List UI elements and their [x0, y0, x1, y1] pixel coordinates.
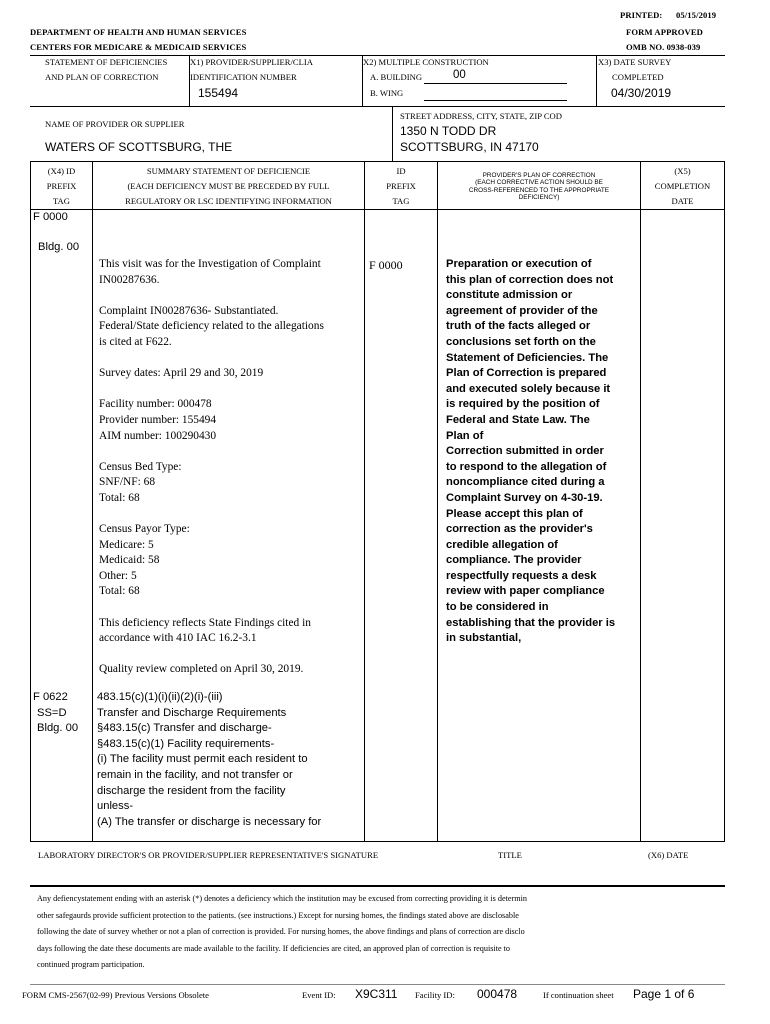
summary-header: SUMMARY STATEMENT OF DEFICIENCIE: [146, 166, 311, 176]
continuation-label: If continuation sheet: [543, 990, 614, 1000]
building-value: 00: [453, 69, 466, 81]
building-underline: [424, 83, 567, 84]
plan-label: AND PLAN OF CORRECTION: [45, 72, 159, 82]
wing-underline: [424, 100, 567, 101]
identification-label: IDENTIFICATION NUMBER: [190, 72, 297, 82]
poc-line: Plan of: [446, 429, 484, 442]
regulation-line: Transfer and Discharge Requirements: [97, 706, 287, 719]
regulation-line: discharge the resident from the facility: [97, 784, 286, 797]
id-header: ID: [396, 166, 406, 176]
rule: [30, 984, 725, 985]
prefix-tag: [33, 690, 78, 737]
provider-id-value: 155494: [198, 86, 239, 100]
summary-line: Facility number: 000478: [99, 398, 212, 411]
plan-of-correction: [446, 257, 638, 647]
summary-line: Survey dates: April 29 and 30, 2019: [99, 367, 264, 380]
summary-subheader: (EACH DEFICIENCY MUST BE PRECEDED BY FULL: [127, 181, 330, 191]
poc-line: Correction submitted in order: [446, 445, 604, 458]
regulation-line: (i) The facility must permit each resident to: [97, 753, 308, 766]
rule: [30, 161, 725, 162]
summary-line: accordance with 410 IAC 16.2-3.1: [99, 632, 257, 645]
department-name: DEPARTMENT OF HEALTH AND HUMAN SERVICES: [30, 27, 247, 37]
summary-line: Census Bed Type:: [99, 460, 182, 473]
id-prefix: PREFIX: [386, 181, 416, 191]
regulation-line: (A) The transfer or discharge is necessary for: [97, 815, 322, 828]
poc-line: Please accept this plan of: [446, 507, 583, 520]
summary-line: Medicare: 5: [99, 538, 154, 551]
summary-statement: [99, 257, 361, 678]
summary-line: SNF/NF: 68: [99, 476, 156, 489]
printed-date: 05/15/2019: [676, 10, 717, 20]
regulation-line: §483.15(c) Transfer and discharge-: [97, 722, 272, 735]
x2-label: X2) MULTIPLE CONSTRUCTION: [363, 57, 489, 67]
poc-line: noncompliance cited during a: [446, 476, 605, 489]
rule: [30, 885, 725, 887]
summary-line: This deficiency reflects State Findings cited in: [99, 616, 311, 629]
x6-date-label: (X6) DATE: [648, 850, 689, 860]
rule: [364, 161, 365, 841]
printed-label: PRINTED:: [620, 10, 663, 20]
rule: [30, 106, 725, 107]
summary-subheader: REGULATORY OR LSC IDENTIFYING INFORMATION: [125, 196, 332, 206]
agency-name: CENTERS FOR MEDICARE & MEDICAID SERVICES: [30, 42, 247, 52]
regulation-line: §483.15(c)(1) Facility requirements-: [97, 737, 275, 750]
x5-date: DATE: [671, 196, 694, 206]
rule: [392, 106, 393, 161]
poc-header-line: CROSS-REFERENCED TO THE APPROPRIATE: [468, 186, 610, 194]
poc-line: compliance. The provider: [446, 554, 582, 567]
rule: [640, 161, 641, 841]
poc-header-line: PROVIDER'S PLAN OF CORRECTION: [482, 172, 596, 179]
summary-line: Total: 68: [99, 491, 140, 504]
poc-line: constitute admission or: [446, 289, 573, 302]
disclaimer-line: other safegaurds provide sufficient protection to the patients. (see instructions.) Except for nursing homes, the findings stated above are disclosable: [37, 910, 519, 920]
wing-label: B. WING: [370, 88, 404, 98]
provider-name-value: WATERS OF SCOTTSBURG, THE: [45, 140, 233, 154]
prefix-tag-line: SS=D: [37, 706, 67, 719]
summary-line: Medicaid: 58: [99, 554, 160, 567]
rule: [92, 161, 93, 841]
poc-header-line: (EACH CORRECTIVE ACTION SHOULD BE: [475, 179, 603, 187]
summary-line: Quality review completed on April 30, 2019.: [99, 663, 304, 676]
building-tag: Bldg. 00: [38, 241, 80, 253]
rule: [30, 841, 725, 842]
summary-line: Federal/State deficiency related to the allegations: [99, 320, 324, 333]
prefix-tag-line: F 0622: [33, 691, 68, 703]
signature-label: LABORATORY DIRECTOR'S OR PROVIDER/SUPPLIER REPRESENTATIVE'S SIGNATURE: [38, 850, 379, 860]
x1-label: X1) PROVIDER/SUPPLIER/CLIA: [190, 57, 313, 67]
id-prefix-tag: F 0000: [369, 258, 403, 272]
summary-line: This visit was for the Investigation of Complaint: [99, 258, 321, 270]
x4-header: (X4) ID: [47, 166, 76, 176]
form-number: FORM CMS-2567(02-99) Previous Versions Obsolete: [22, 990, 209, 1000]
poc-line: and executed solely because it: [446, 382, 611, 395]
summary-line: IN00287636.: [99, 273, 160, 286]
poc-line: conclusions set forth on the: [446, 335, 596, 348]
regulation-line: 483.15(c)(1)(i)(ii)(2)(i)-(iii): [97, 691, 223, 703]
summary-line: Provider number: 155494: [99, 413, 217, 426]
omb-number: OMB NO. 0938-039: [626, 42, 701, 52]
disclaimer: [37, 891, 527, 974]
poc-header: [438, 172, 640, 202]
poc-line: this plan of correction does not: [446, 273, 614, 286]
rule: [724, 161, 725, 841]
summary-line: Complaint IN00287636- Substantiated.: [99, 304, 279, 317]
poc-line: is required by the position of: [446, 398, 600, 411]
poc-line: agreement of provider of the: [446, 304, 598, 317]
x4-tag: TAG: [53, 196, 70, 206]
statement-label: STATEMENT OF DEFICIENCIES: [45, 57, 168, 67]
poc-line: Federal and State Law. The: [446, 413, 590, 426]
poc-line: review with paper compliance: [446, 585, 605, 598]
street-value: 1350 N TODD DR: [400, 124, 497, 138]
poc-line: respectfully requests a desk: [446, 569, 597, 582]
event-id-value: X9C311: [355, 987, 398, 1001]
event-id-label: Event ID:: [302, 990, 336, 1000]
facility-id-value: 000478: [477, 987, 518, 1001]
disclaimer-line: Any defiencystatement ending with an asterisk (*) denotes a deficiency which the institution may be excused from correcting providing it is determin: [37, 894, 527, 903]
prefix-tag-line: Bldg. 00: [37, 722, 79, 735]
rule: [30, 209, 725, 210]
survey-date-value: 04/30/2019: [611, 86, 672, 100]
summary-line: Other: 5: [99, 569, 137, 582]
rule: [596, 55, 597, 106]
completed-label: COMPLETED: [612, 72, 664, 82]
poc-line: Preparation or execution of: [446, 258, 592, 270]
disclaimer-line: continued program participation.: [37, 960, 145, 970]
prefix-tag: F 0000: [33, 211, 68, 223]
poc-line: Plan of Correction is prepared: [446, 367, 607, 380]
regulation-line: unless-: [97, 800, 134, 813]
rule: [30, 55, 725, 56]
poc-line: correction as the provider's: [446, 523, 593, 536]
page-number: Page 1 of 6: [633, 987, 695, 1001]
poc-line: in substantial,: [446, 632, 522, 645]
city-value: SCOTTSBURG, IN 47170: [400, 140, 539, 154]
regulation-line: remain in the facility, and not transfer or: [97, 768, 293, 781]
form-approved-label: FORM APPROVED: [626, 27, 703, 37]
summary-line: Total: 68: [99, 585, 140, 598]
poc-line: credible allegation of: [446, 538, 558, 551]
poc-line: Complaint Survey on 4-30-19.: [446, 491, 603, 504]
rule: [437, 161, 438, 841]
provider-name-label: NAME OF PROVIDER OR SUPPLIER: [45, 119, 185, 129]
disclaimer-line: days following the date these documents are made available to the facility. If deficiencies are cited, an approved plan of correction is requisite to: [37, 943, 511, 953]
x4-prefix: PREFIX: [46, 181, 77, 191]
x5-completion: COMPLETION: [654, 181, 711, 191]
poc-line: establishing that the provider is: [446, 616, 616, 629]
poc-header-line: DEFICIENCY): [518, 194, 560, 202]
poc-line: to be considered in: [446, 601, 549, 614]
summary-line: AIM number: 100290430: [99, 429, 217, 442]
summary-line: is cited at F622.: [99, 335, 172, 348]
poc-line: Statement of Deficiencies. The: [446, 351, 609, 364]
poc-line: truth of the facts alleged or: [446, 320, 591, 333]
id-tag: TAG: [392, 196, 410, 206]
facility-id-label: Facility ID:: [415, 990, 455, 1000]
street-label: STREET ADDRESS, CITY, STATE, ZIP COD: [400, 111, 562, 121]
regulation-text: [97, 690, 363, 830]
rule: [30, 161, 31, 841]
building-label: A. BUILDING: [370, 72, 423, 82]
x5-header: (X5): [674, 166, 691, 176]
disclaimer-line: following the date of survey whether or not a plan of correction is provided. For nursing homes, the above findings and plans of correction are disclo: [37, 927, 525, 937]
x3-label: X3) DATE SURVEY: [598, 57, 672, 67]
title-label: TITLE: [498, 850, 522, 860]
summary-line: Census Payor Type:: [99, 523, 190, 536]
poc-line: to respond to the allegation of: [446, 460, 607, 473]
